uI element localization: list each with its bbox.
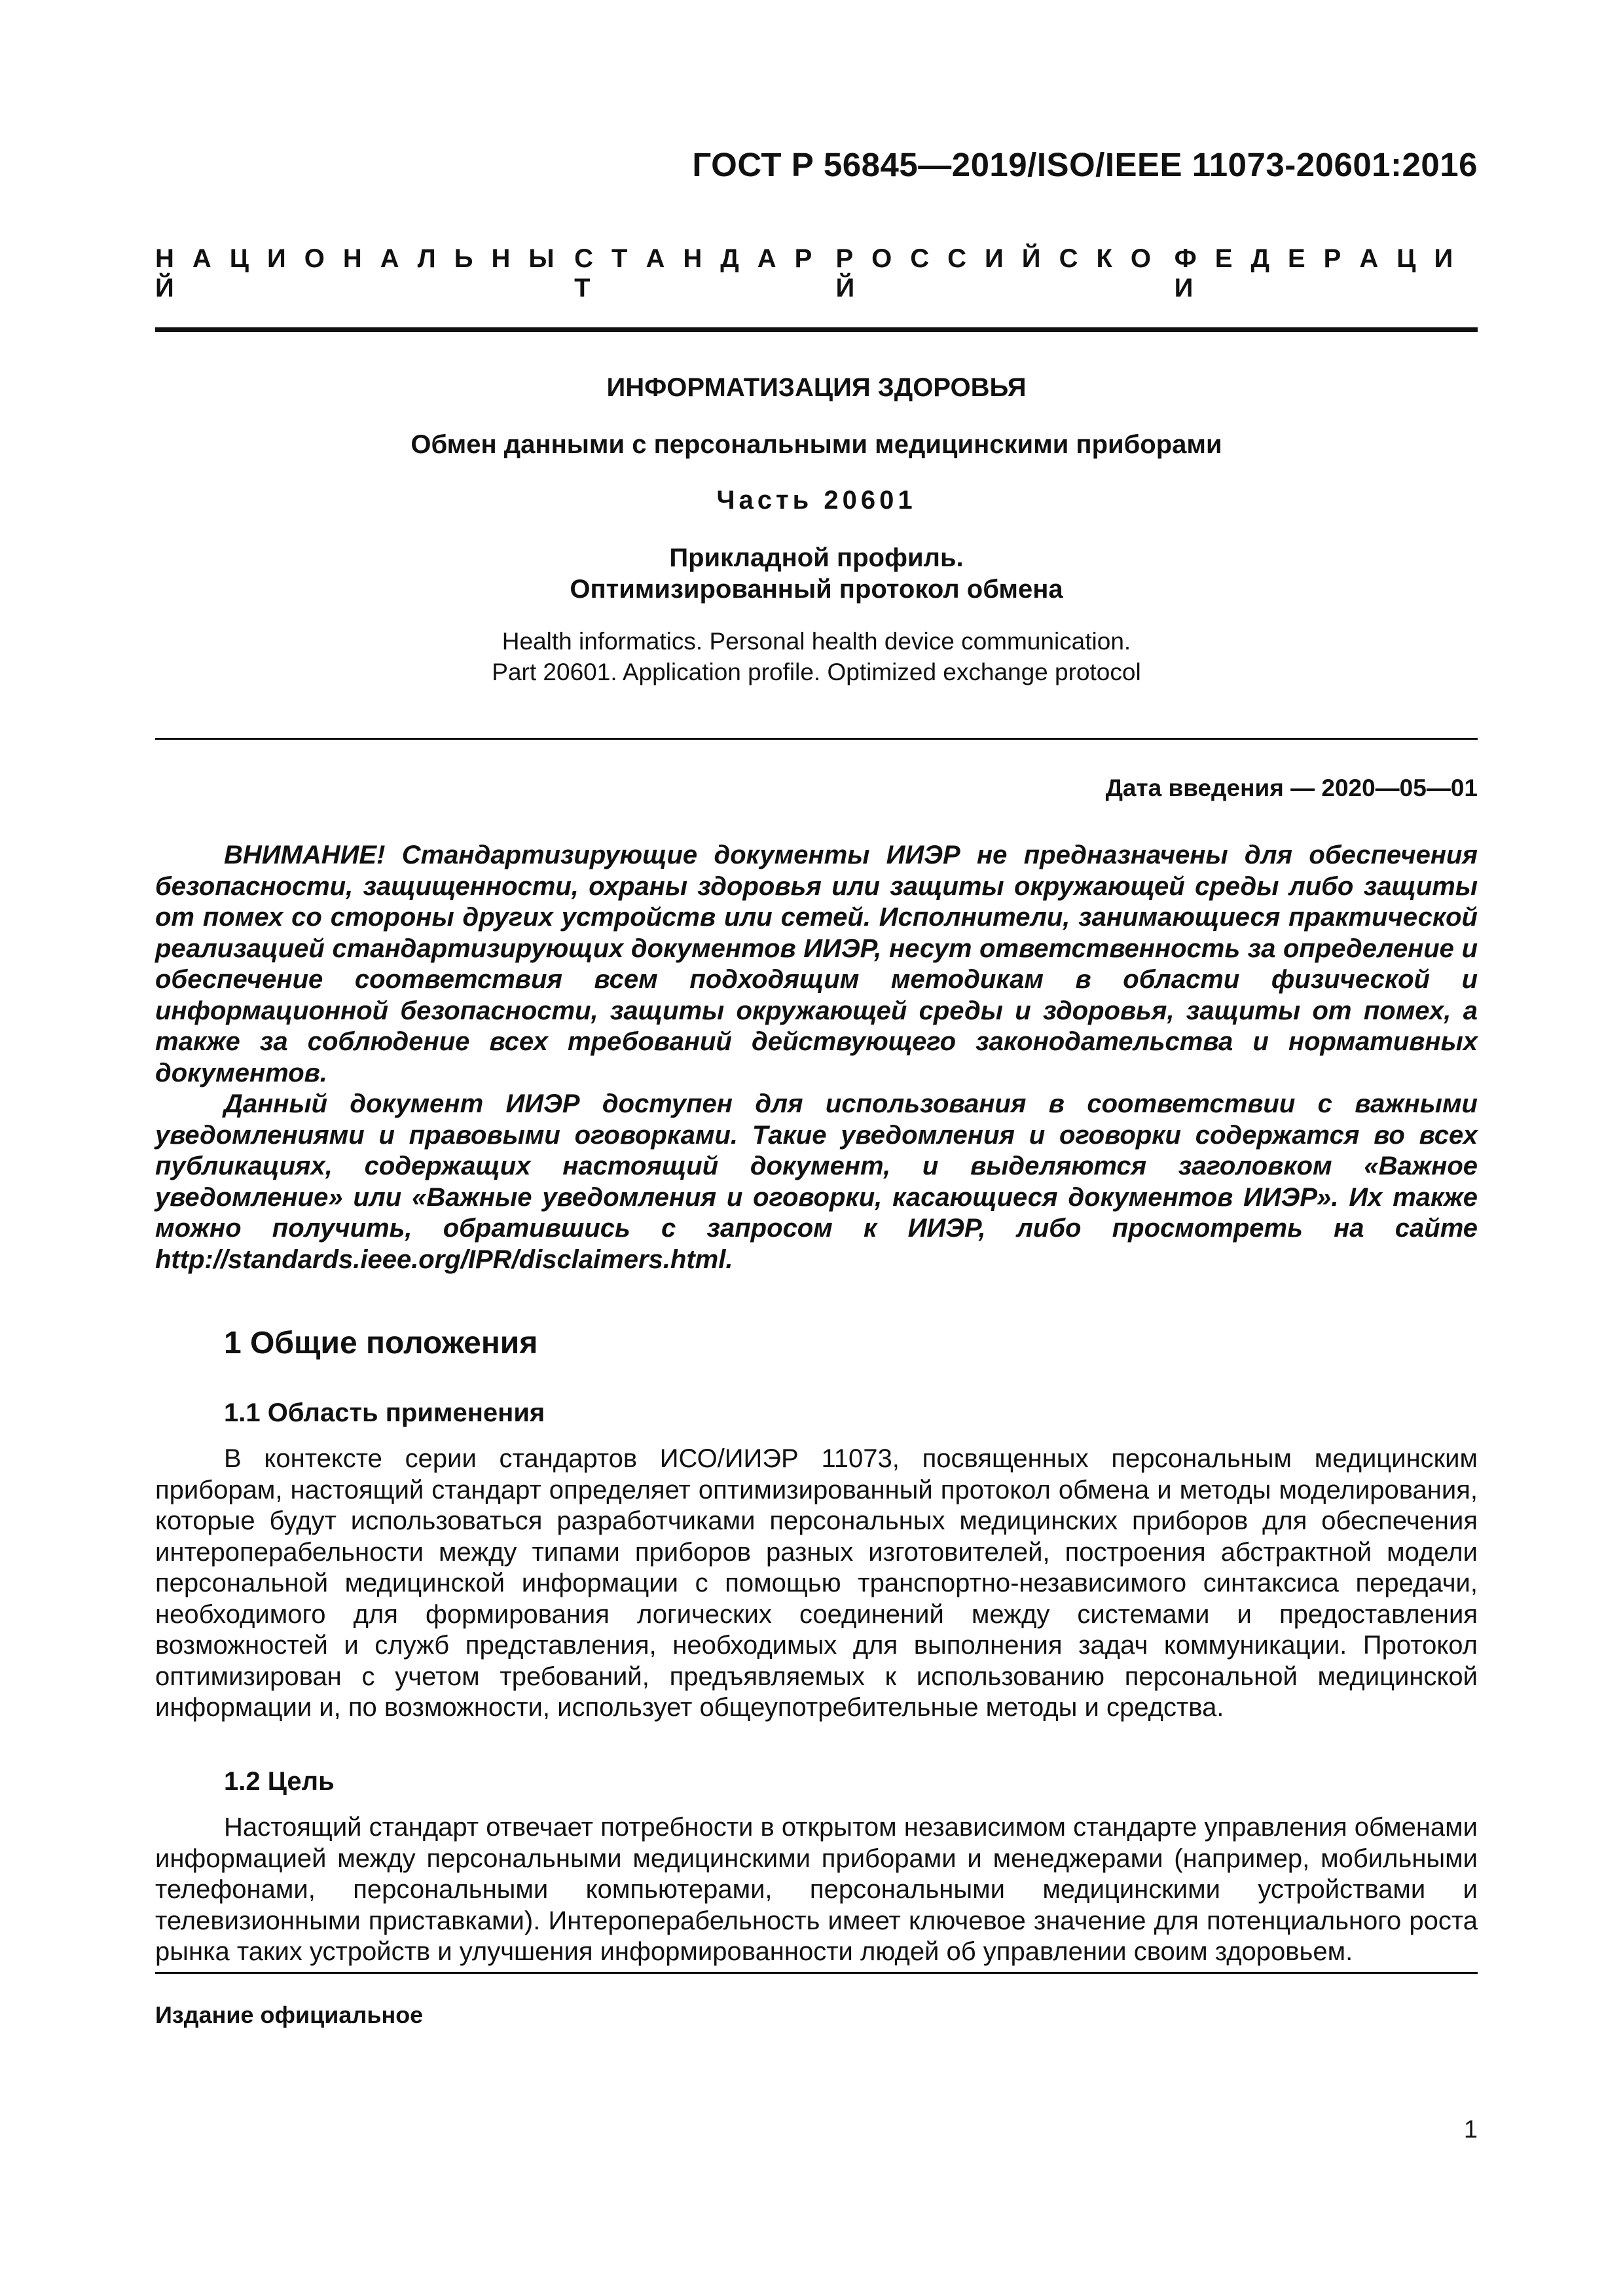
introduction-date: Дата введения — 2020—05—01 xyxy=(1105,774,1478,801)
header-divider xyxy=(155,327,1478,332)
scope-paragraph xyxy=(155,1444,1478,1724)
ieee-notice xyxy=(155,840,1478,1275)
english-title-line-1: Health informatics. Personal health device communication. xyxy=(501,628,1131,655)
subsection-heading-purpose: 1.2 Цель xyxy=(224,1767,335,1796)
title-divider xyxy=(155,738,1478,740)
banner-word: С Т А Н Д А Р Т xyxy=(574,244,831,302)
scope-text: В контексте серии стандартов ИСО/ИИЭР 11073, посвященных персональным медицинским приборам, настоящий стандарт определяет оптимизированный протокол обмена и методы моделирования, которые будут использоваться разработчиками персональных медицинских приборов для обеспечения интероперабельности между типами приборов разных изготовителей, построения абстрактной модели персональной медицинской информации с помощью транспортно-независимого синтаксиса передачи, необходимого для формирования логических соединений между системами и предоставления возможностей и служб представления, необходимых для выполнения задач коммуникации. Протокол оптимизирован с учетом требований, предъявляемых к использованию персональной медицинской информации и, по возможности, использует общеупотребительные методы и средства. xyxy=(155,1444,1478,1722)
profile-title-line-2: Оптимизированный протокол обмена xyxy=(570,575,1063,604)
notice-paragraph-1: ВНИМАНИЕ! Стандартизирующие документы ИИЭР не предназначены для обеспечения безопасности, защищенности, охраны здоровья или защиты окружающей среды либо защиты от помех со стороны других устройств или сетей. Исполнители, занимающиеся практической реализацией стандартизирующих документов ИИЭР, несут ответственность за определение и обеспечение соответствия всем подходящим методикам в области физической и информационной безопасности, защиты окружающей среды и здоровья, защиты от помех, а также за соблюдение всех требований действующего законодательства и нормативных документов. xyxy=(155,841,1478,1087)
english-title xyxy=(155,626,1478,687)
profile-title-line-1: Прикладной профиль. xyxy=(669,543,964,572)
purpose-text: Настоящий стандарт отвечает потребности в открытом независимом стандарте управления обменами информацией между персональными медицинскими приборами и менеджерами (например, мобильными телефонами, персональными компьютерами, персональными медицинскими устройствами и телевизионными приставками). Интероперабельность имеет ключевое значение для потенциального роста рынка таких устройств и улучшения информированности людей об управлении своим здоровьем. xyxy=(155,1813,1478,1966)
official-edition-label: Издание официальное xyxy=(155,2001,424,2028)
section-heading-general: 1 Общие положения xyxy=(224,1326,538,1360)
document-subtitle: Обмен данными с персональными медицинскими приборами xyxy=(410,430,1222,459)
footer-divider xyxy=(155,1972,1478,1974)
banner-word: Н А Ц И О Н А Л Ь Н Ы Й xyxy=(155,244,573,302)
standard-designation: ГОСТ Р 56845—2019/ISO/IEEE 11073-20601:2016 xyxy=(692,146,1478,183)
document-title: ИНФОРМАТИЗАЦИЯ ЗДОРОВЬЯ xyxy=(606,373,1027,402)
banner-word: Р О С С И Й С К О Й xyxy=(835,244,1170,302)
document-part: Часть 20601 xyxy=(716,486,917,515)
english-title-line-2: Part 20601. Application profile. Optimized exchange protocol xyxy=(492,659,1141,685)
subsection-heading-scope: 1.1 Область применения xyxy=(224,1398,545,1427)
banner-word: Ф Е Д Е Р А Ц И И xyxy=(1174,244,1472,302)
notice-paragraph-2: Данный документ ИИЭР доступен для использования в соответствии с важными уведомлениями и правовыми оговорками. Такие уведомления и оговорки содержатся во всех публикациях, содержащих настоящий документ, и выделяются заголовком «Важное уведомление» или «Важные уведомления и оговорки, касающиеся документов ИИЭР». Их также можно получить, обратившись с запросом к ИИЭР, либо просмотреть на сайте http://standards.ieee.org/IPR/disclaimers.html. xyxy=(155,1089,1478,1274)
page-number: 1 xyxy=(1463,2116,1478,2143)
profile-title xyxy=(155,542,1478,605)
purpose-paragraph xyxy=(155,1812,1478,1968)
national-standard-banner xyxy=(155,244,1478,303)
